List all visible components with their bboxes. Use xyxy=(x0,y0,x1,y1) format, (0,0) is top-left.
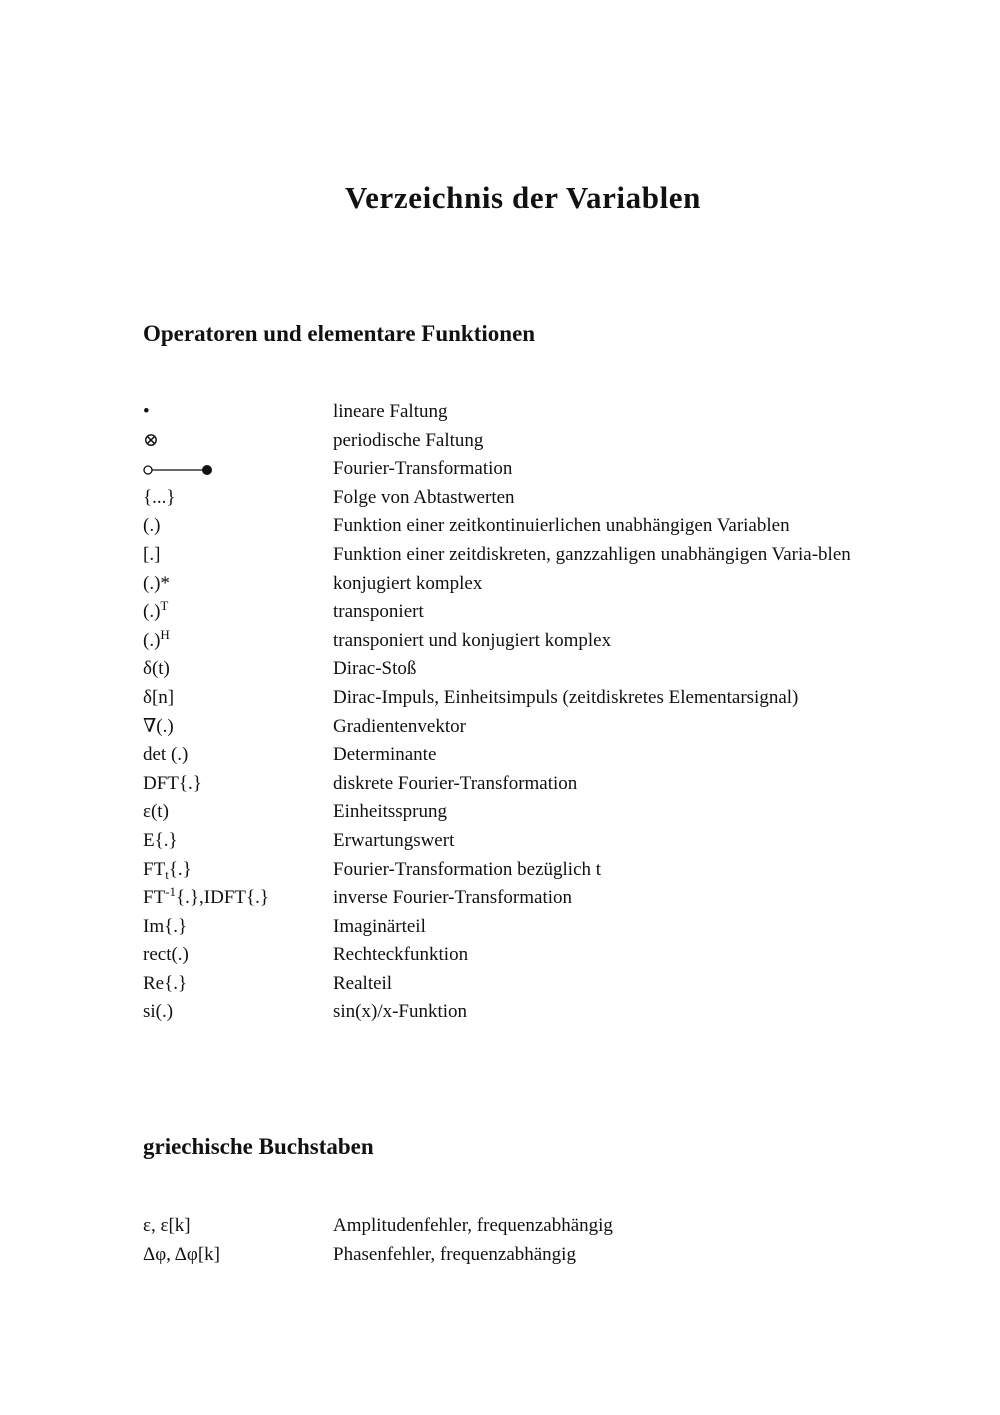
variable-description: transponiert xyxy=(333,601,424,623)
symbol-superscript: -1 xyxy=(165,884,177,900)
variable-symbol xyxy=(143,973,333,994)
variable-row xyxy=(143,1001,863,1022)
variable-row xyxy=(143,430,863,451)
variable-row xyxy=(143,716,863,737)
variable-row xyxy=(143,658,863,679)
variable-description: Amplitudenfehler, frequenzabhängig xyxy=(333,1215,613,1236)
variable-symbol xyxy=(143,773,333,794)
variable-description: sin(x)/x-Funktion xyxy=(333,1001,468,1023)
symbol-text: ε, ε[k] xyxy=(143,1215,191,1236)
variable-symbol xyxy=(143,487,333,508)
symbol-text: • xyxy=(143,401,150,422)
symbol-text: δ(t) xyxy=(143,658,170,680)
variable-symbol xyxy=(143,830,333,851)
variable-row xyxy=(143,598,863,623)
greek-letters-list xyxy=(143,1215,863,1272)
variable-row xyxy=(143,544,863,565)
variable-symbol xyxy=(143,573,333,594)
variable-description: konjugiert komplex xyxy=(333,572,483,594)
symbol-text: ε(t) xyxy=(143,801,169,823)
symbol-text: si(.) xyxy=(143,1001,174,1023)
symbol-text: [.] xyxy=(143,543,161,565)
variable-symbol xyxy=(143,944,333,965)
variable-symbol xyxy=(143,658,333,679)
variable-row xyxy=(143,515,863,536)
variable-description: Fourier-Transformation bezüglich t xyxy=(333,858,602,880)
symbol-text: (.) xyxy=(143,601,161,623)
symbol-superscript: T xyxy=(160,598,169,614)
variable-description: Einheitssprung xyxy=(333,801,447,823)
operators-list xyxy=(143,401,863,1030)
symbol-text: Im{.} xyxy=(143,915,188,937)
page-title: Verzeichnis der Variablen xyxy=(344,180,701,215)
variable-row xyxy=(143,626,863,651)
variable-symbol xyxy=(143,544,333,565)
variable-symbol xyxy=(143,801,333,822)
variable-description: lineare Faltung xyxy=(333,401,448,422)
variable-description: Funktion einer zeitdiskreten, ganzzahligen unabhängigen Varia-blen xyxy=(333,543,851,565)
variable-description: inverse Fourier-Transformation xyxy=(333,887,573,909)
symbol-text: {...} xyxy=(143,486,176,508)
symbol-subscript: t xyxy=(165,866,169,882)
variable-symbol xyxy=(143,1244,333,1265)
variable-row xyxy=(143,916,863,937)
symbol-text: δ[n] xyxy=(143,686,175,708)
variable-symbol xyxy=(143,515,333,536)
variable-row xyxy=(143,401,863,422)
variable-symbol xyxy=(143,859,333,880)
variable-symbol xyxy=(143,626,333,651)
variable-symbol xyxy=(143,458,333,479)
variable-description: Fourier-Transformation xyxy=(333,458,513,480)
symbol-text: FT xyxy=(143,858,166,880)
variable-symbol xyxy=(143,916,333,937)
variable-description: diskrete Fourier-Transformation xyxy=(333,772,578,794)
variable-description: Determinante xyxy=(333,744,437,766)
variable-description: Funktion einer zeitkontinuierlichen unabhängigen Variablen xyxy=(333,515,790,537)
symbol-tail: {.},IDFT{.} xyxy=(176,887,269,909)
variable-description: Realteil xyxy=(333,972,393,994)
variable-description: transponiert und konjugiert komplex xyxy=(333,629,612,651)
variable-symbol xyxy=(143,401,333,422)
variable-row xyxy=(143,1244,863,1265)
section-heading-operators: Operatoren und elementare Funktionen xyxy=(143,321,536,346)
symbol-text: Δφ, Δφ[k] xyxy=(143,1243,220,1265)
symbol-text: ⊗ xyxy=(143,429,159,451)
variable-symbol xyxy=(143,884,333,909)
variable-row xyxy=(143,859,863,880)
symbol-text: FT xyxy=(143,887,166,909)
variable-row xyxy=(143,744,863,765)
variable-symbol xyxy=(143,1215,333,1236)
section-heading-greek: griechische Buchstaben xyxy=(143,1134,374,1159)
symbol-text: E{.} xyxy=(143,829,178,851)
variable-row xyxy=(143,973,863,994)
variable-description: Imaginärteil xyxy=(333,915,426,937)
variable-symbol xyxy=(143,744,333,765)
symbol-text: (.) xyxy=(143,629,161,651)
variable-row xyxy=(143,573,863,594)
variable-description: Phasenfehler, frequenzabhängig xyxy=(333,1243,576,1265)
variable-row xyxy=(143,687,863,708)
symbol-text: rect(.) xyxy=(143,944,189,966)
variable-description: Folge von Abtastwerten xyxy=(333,486,515,508)
symbol-text: (.) xyxy=(143,515,161,537)
variable-description: periodische Faltung xyxy=(333,429,484,451)
symbol-text: Re{.} xyxy=(143,972,188,994)
symbol-tail: {.} xyxy=(168,858,192,880)
variable-symbol xyxy=(143,430,333,451)
variable-row xyxy=(143,487,863,508)
symbol-text: det (.) xyxy=(143,744,189,766)
variable-row xyxy=(143,884,863,909)
variable-description: Erwartungswert xyxy=(333,829,455,851)
variable-description: Gradientenvektor xyxy=(333,715,466,737)
variable-symbol xyxy=(143,716,333,737)
variable-symbol xyxy=(143,598,333,623)
symbol-text: (.)* xyxy=(143,572,170,594)
variable-symbol xyxy=(143,1001,333,1022)
variable-row xyxy=(143,830,863,851)
symbol-text: DFT{.} xyxy=(143,772,202,794)
variable-description: Rechteckfunktion xyxy=(333,944,469,966)
fourier-correspondence-icon xyxy=(143,463,215,477)
variable-row xyxy=(143,458,863,479)
variable-row xyxy=(143,1215,863,1236)
variable-description: Dirac-Impuls, Einheitsimpuls (zeitdiskretes Elementarsignal) xyxy=(333,686,799,708)
symbol-text: ∇(.) xyxy=(143,715,174,737)
variable-symbol xyxy=(143,687,333,708)
variable-row xyxy=(143,944,863,965)
variable-row xyxy=(143,801,863,822)
variable-row xyxy=(143,773,863,794)
variable-description: Dirac-Stoß xyxy=(333,658,417,680)
symbol-superscript: H xyxy=(160,626,170,642)
